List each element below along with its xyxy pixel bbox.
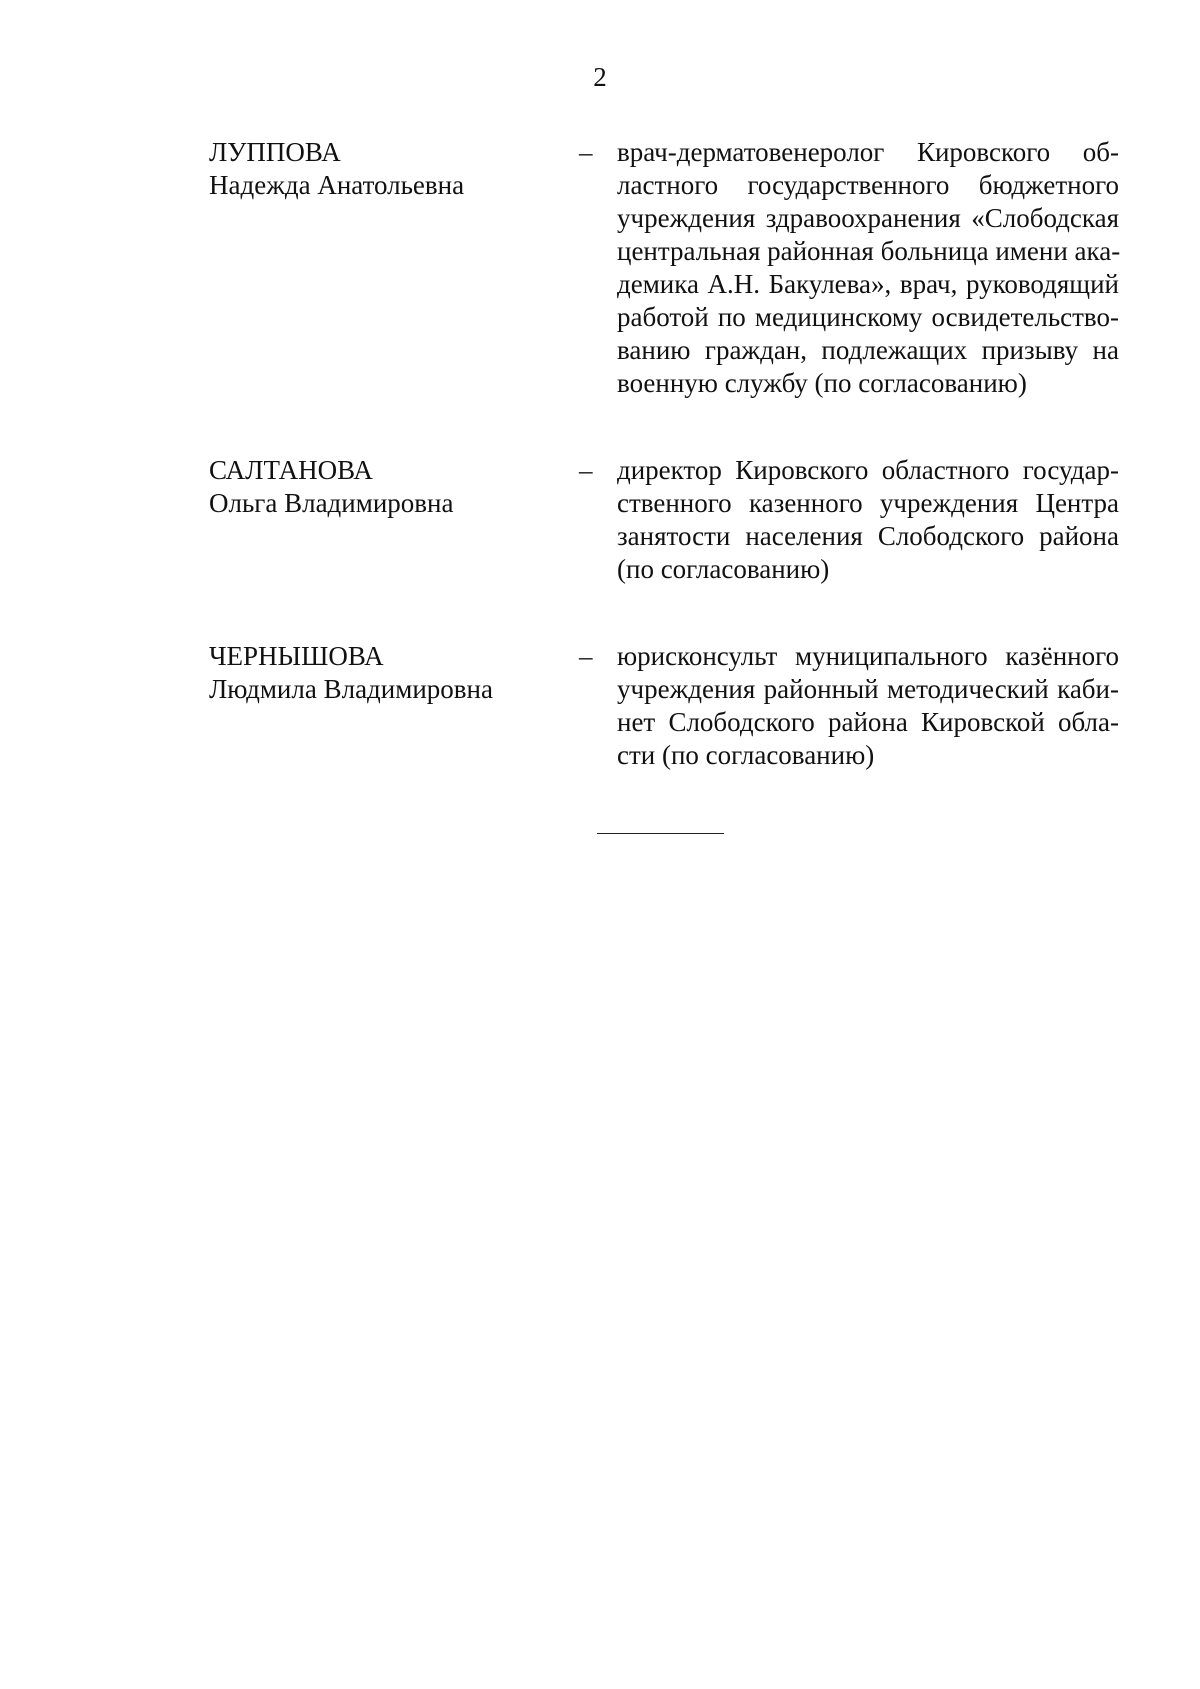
- member-entry: [209, 136, 1129, 400]
- entry-dash: –: [579, 455, 593, 485]
- position-line: врач-дерматовенеролог Кировского об-: [617, 137, 1119, 167]
- position-line: работой по медицинскому освидетельство-: [617, 302, 1119, 332]
- entry-dash: –: [579, 641, 593, 671]
- position-line: ластного государственного бюджетного: [617, 170, 1119, 200]
- position-line: учреждения здравоохранения «Слободская: [617, 203, 1119, 233]
- member-surname: ЛУППОВА: [209, 137, 341, 167]
- entry-dash: –: [579, 137, 593, 167]
- position-line: сти (по согласованию): [617, 740, 875, 770]
- member-name: [209, 640, 559, 706]
- position-line: занятости населения Слободского района: [617, 521, 1119, 551]
- position-line: нет Слободского района Кировской обла-: [617, 707, 1119, 737]
- member-position: [617, 640, 1119, 772]
- member-name: [209, 136, 559, 202]
- member-list: [209, 136, 1129, 772]
- member-entry: [209, 454, 1129, 586]
- member-position: [617, 136, 1119, 400]
- position-line: юрисконсульт муниципального казённого: [617, 641, 1119, 671]
- position-line: центральная районная больница имени ака-: [617, 236, 1121, 266]
- member-position: [617, 454, 1119, 586]
- member-entry: [209, 640, 1129, 772]
- position-line: демика А.Н. Бакулева», врач, руководящий: [617, 269, 1119, 299]
- end-of-list-rule: [597, 833, 724, 834]
- position-line: ванию граждан, подлежащих призыву на: [617, 335, 1119, 365]
- member-given-names: Людмила Владимировна: [209, 674, 493, 704]
- member-surname: САЛТАНОВА: [209, 455, 373, 485]
- position-line: военную службу (по согласованию): [617, 368, 1027, 398]
- page-number: 2: [593, 62, 607, 92]
- position-line: (по согласованию): [617, 554, 830, 584]
- member-name: [209, 454, 559, 520]
- member-given-names: Ольга Владимировна: [209, 488, 454, 518]
- member-given-names: Надежда Анатольевна: [209, 170, 465, 200]
- position-line: ственного казенного учреждения Центра: [617, 488, 1119, 518]
- position-line: учреждения районный методический каби-: [617, 674, 1119, 704]
- position-line: директор Кировского областного государ-: [617, 455, 1119, 485]
- member-surname: ЧЕРНЫШОВА: [209, 641, 384, 671]
